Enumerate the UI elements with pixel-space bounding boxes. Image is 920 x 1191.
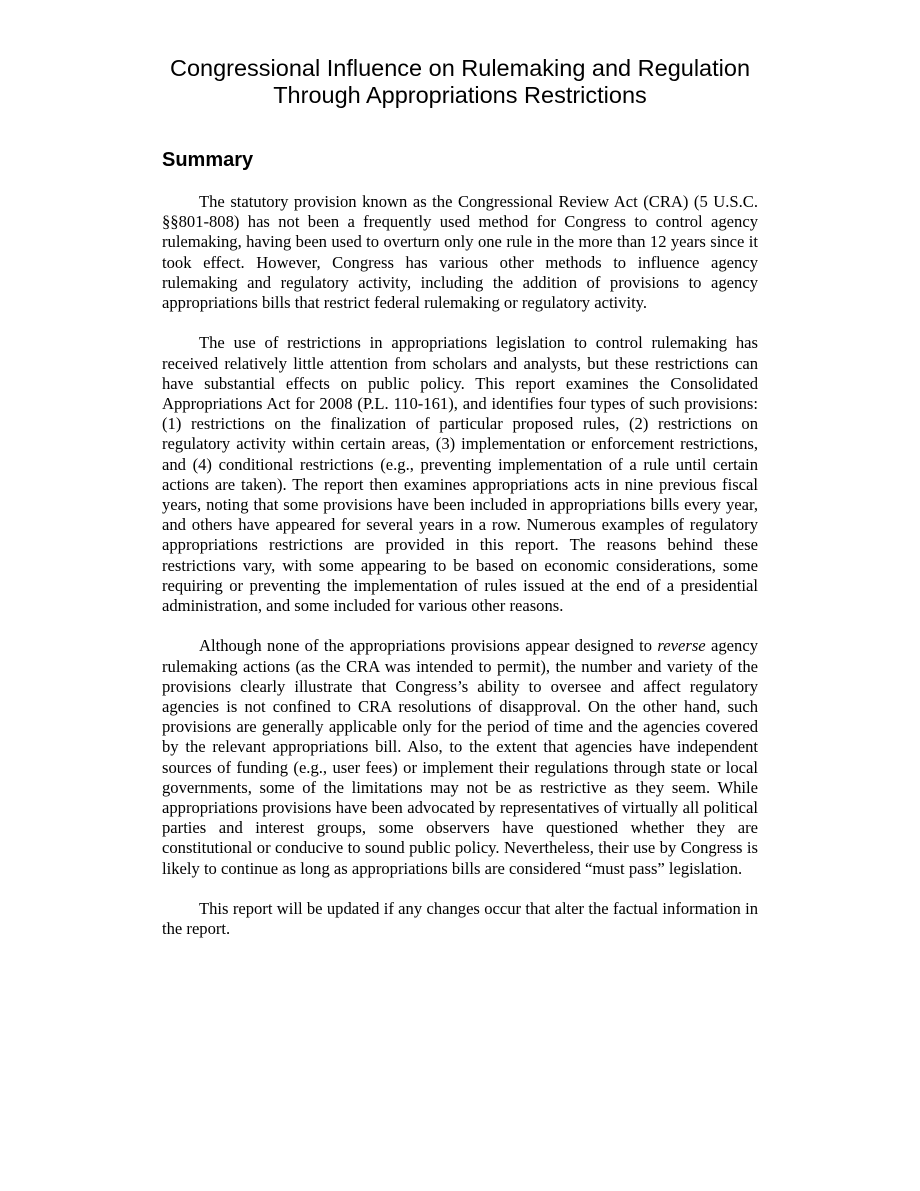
- summary-paragraph-4: This report will be updated if any changes occur that alter the factual information in the report.: [162, 899, 758, 939]
- report-title-line-1: Congressional Influence on Rulemaking and Regulation: [169, 55, 751, 81]
- summary-paragraph-3: [162, 636, 758, 878]
- report-title-line-2: Through Appropriations Restrictions: [273, 82, 647, 108]
- paragraph-3-emphasis: reverse: [657, 636, 706, 656]
- summary-paragraph-2: The use of restrictions in appropriations legislation to control rulemaking has received relatively little attention from scholars and analysts, but these restrictions can have substantial effects on public policy. This report examines the Consolidated Appropriations Act for 2008 (P.L. 110-161), and identifies four types of such provisions: (1) restrictions on the finalization of particular proposed rules, (2) restrictions on regulatory activity within certain areas, (3) implementation or enforcement restrictions, and (4) conditional restrictions (e.g., preventing implementation of a rule until certain actions are taken). The report then examines appropriations acts in nine previous fiscal years, noting that some provisions have been included in appropriations bills every year, and others have appeared for several years in a row. Numerous examples of regulatory appropriations restrictions are provided in this report. The reasons behind these restrictions vary, with some appearing to be based on economic considerations, some requiring or preventing the implementation of rules issued at the end of a presidential administration, and some included for various other reasons.: [162, 333, 758, 616]
- paragraph-3-text-end: agency rulemaking actions (as the CRA was intended to permit), the number and variety of the provisions clearly illustrate that Congress’s ability to oversee and affect regulatory agencies is not confined to CRA resolutions of disapproval. On the other hand, such provisions are generally applicable only for the period of time and the agencies covered by the relevant appropriations bill. Also, to the extent that agencies have independent sources of funding (e.g., user fees) or implement their regulations through state or local governments, some of the limitations may not be as restrictive as they seem. While appropriations provisions have been advocated by representatives of virtually all political parties and interest groups, some observers have questioned whether they are constitutional or conducive to sound public policy. Nevertheless, their use by Congress is likely to continue as long as appropriations bills are considered “must pass” legislation.: [162, 636, 758, 878]
- paragraph-3-text-start: Although none of the appropriations provisions appear designed to: [199, 636, 658, 656]
- summary-heading: Summary: [162, 149, 254, 171]
- summary-body: [162, 192, 758, 960]
- report-title: [140, 55, 780, 109]
- summary-paragraph-1: The statutory provision known as the Congressional Review Act (CRA) (5 U.S.C. §§801-808) has not been a frequently used method for Congress to control agency rulemaking, having been used to overturn only one rule in the more than 12 years since it took effect. However, Congress has various other methods to influence agency rulemaking and regulatory activity, including the addition of provisions to agency appropriations bills that restrict federal rulemaking or regulatory activity.: [162, 192, 758, 313]
